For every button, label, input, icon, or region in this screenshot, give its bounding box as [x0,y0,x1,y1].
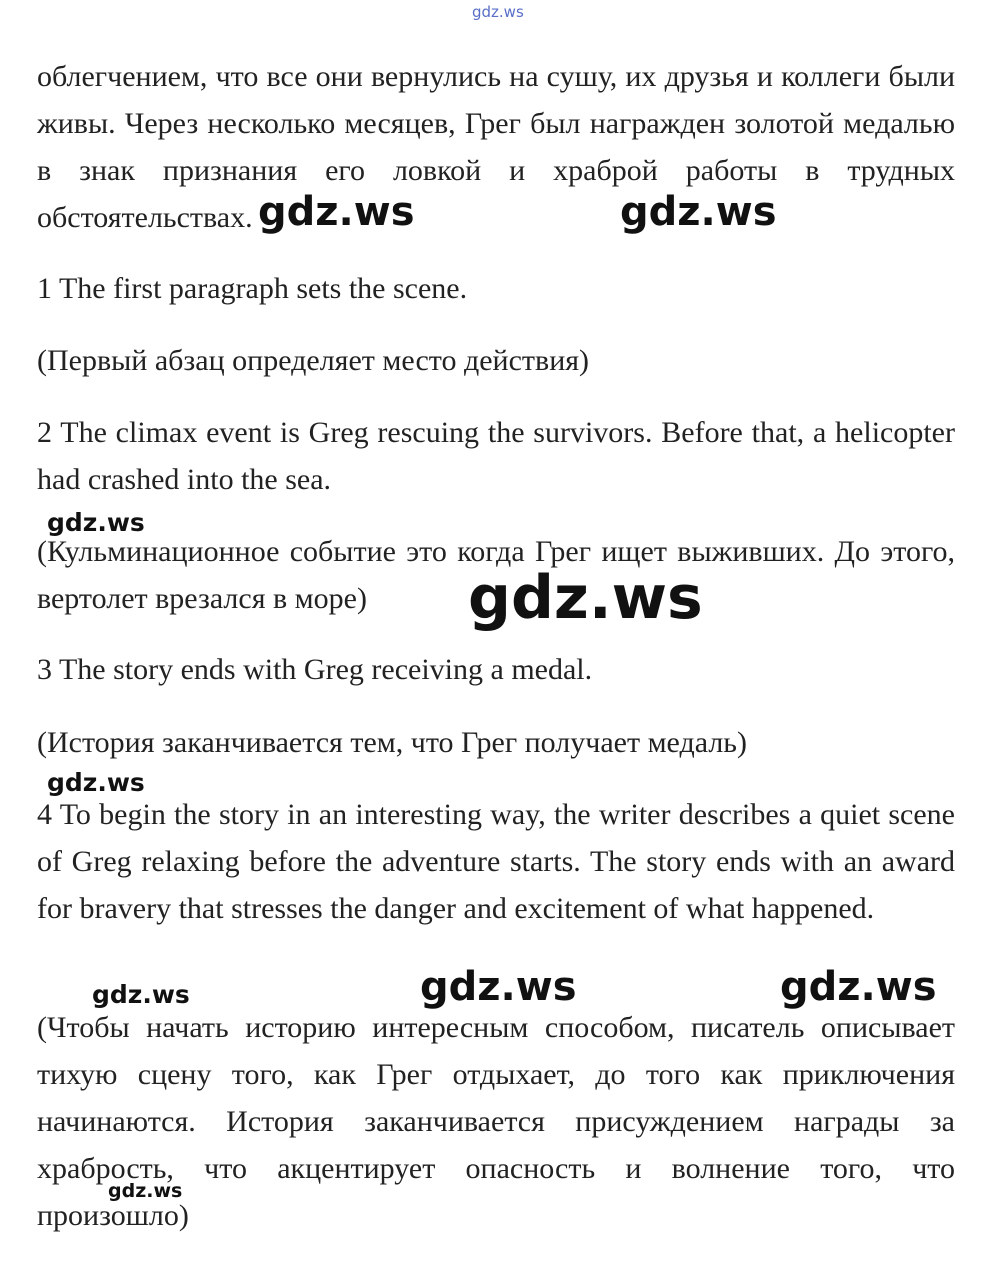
answer-2-russian: (Кульминационное событие это когда Грег ищет выживших. До этого, вертолет врезался в море) [37,535,955,615]
intro-paragraph: облегчением, что все они вернулись на сушу, их друзья и коллеги были живы. Через несколько месяцев, Грег был награжден золотой медалью в знак признания его ловкой и храброй работы в трудных обстоятельствах. [37,60,955,234]
watermark: gdz.ws [108,1180,183,1202]
answer-3-english: 3 The story ends with Greg receiving a medal. [37,653,593,686]
watermark: gdz.ws [468,563,703,633]
watermark: gdz.ws [47,508,145,537]
answer-4-english: 4 To begin the story in an interesting way, the writer describes a quiet scene of Greg relaxing before the adventure starts. The story ends with an award for bravery that stresses the danger and excitement of what happened. [37,798,955,925]
watermark: gdz.ws [780,964,937,1010]
answer-1-english: 1 The first paragraph sets the scene. [37,272,468,305]
watermark: gdz.ws [92,980,190,1009]
answer-1-russian: (Первый абзац определяет место действия) [37,344,590,377]
answer-3-russian: (История заканчивается тем, что Грег получает медаль) [37,726,747,759]
watermark: gdz.ws [420,964,577,1010]
watermark: gdz.ws [258,189,415,235]
header-watermark: gdz.ws [472,3,524,21]
answer-4-russian: (Чтобы начать историю интересным способом, писатель описывает тихую сцену того, как Грег отдыхает, до того как приключения начинаются. История заканчивается присуждением награды за храбрость, что акцентирует опасность и волнение того, что произошло) [37,1011,955,1232]
watermark: gdz.ws [620,189,777,235]
watermark: gdz.ws [47,768,145,797]
answer-2-english: 2 The climax event is Greg rescuing the survivors. Before that, a helicopter had crashed into the sea. [37,416,955,496]
